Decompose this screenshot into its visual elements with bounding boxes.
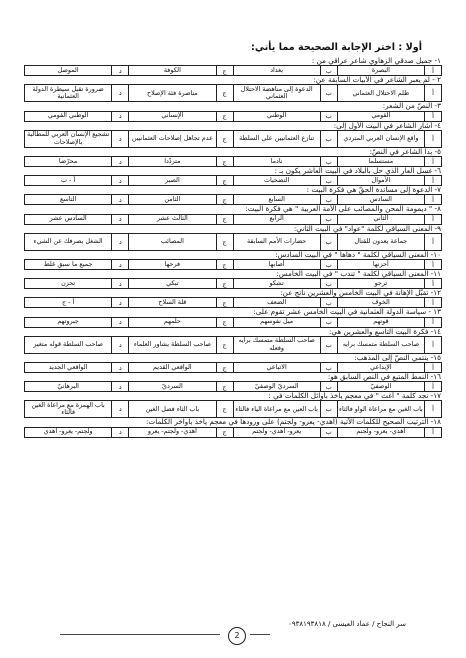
option-2-choice[interactable]: الضعف (233, 298, 320, 308)
option-2-choice[interactable]: صاحب السلطة متمسك برايه وفعله (233, 336, 320, 353)
option-letter: ب (320, 157, 337, 167)
option-3-choice[interactable]: الواقعي القديم (129, 363, 216, 373)
options-table (24, 278, 442, 289)
question-text: ١٤- فكرة البيت التاسع والعشرين هي: (328, 327, 441, 336)
option-letter: أ (425, 382, 442, 392)
option-letter: د (112, 214, 129, 224)
option-3-choice[interactable]: صاحب السلطة يشاور العلماء (129, 336, 216, 353)
footer-divider (60, 634, 220, 635)
options-table (24, 65, 442, 76)
option-1-choice[interactable]: جماعة يعدون للقتال (337, 233, 424, 250)
option-letter: ج (216, 260, 233, 270)
option-2-choice[interactable]: بغداد (233, 66, 320, 76)
option-4-choice[interactable]: أ - ج (25, 298, 112, 308)
options-table (24, 194, 442, 205)
options-row (25, 363, 442, 373)
options-table (24, 233, 442, 251)
option-3-choice[interactable]: الثامن (129, 195, 216, 205)
option-3-choice[interactable]: حلمهم (129, 317, 216, 327)
option-2-choice[interactable]: حضارات الأمم السابقة (233, 233, 320, 250)
option-letter: ج (216, 214, 233, 224)
option-letter: د (112, 363, 129, 373)
option-letter: أ (425, 401, 442, 418)
options-table (24, 317, 442, 328)
option-letter: د (112, 336, 129, 353)
question-text: ٦- غسل العار الذي حل بالبلاد في البيت العاشر يكون بـ : (274, 167, 441, 176)
option-letter: د (112, 233, 129, 250)
option-letter: أ (425, 363, 442, 373)
option-2-choice[interactable]: الاتباعي (233, 363, 320, 373)
question-3 (24, 102, 442, 121)
option-4-choice[interactable]: محرّضا (25, 157, 112, 167)
options-table (24, 336, 442, 354)
question-8 (24, 205, 442, 224)
option-3-choice[interactable]: فرحها (129, 260, 216, 270)
option-1-choice[interactable]: ظلم الاحتلال العثماني (337, 85, 424, 102)
option-1-choice[interactable]: صاحب السلطة متمسك برايه (337, 336, 424, 353)
option-2-choice[interactable]: نادما (233, 157, 320, 167)
options-table (24, 427, 442, 438)
option-letter: أ (425, 195, 442, 205)
options-row (25, 382, 442, 392)
option-letter: د (112, 111, 129, 121)
question-9 (24, 225, 442, 251)
options-table (24, 381, 442, 392)
option-2-choice[interactable]: الدعوة إلى مناهضة الاحتلال العثماني (233, 85, 320, 102)
question-text: ١٨- الترتيب الصحيح للكلمات الآتية (أهدي- يعرو- ولجتم) على ورودها في معجم يأخذ بأواخر الكلمات: (146, 418, 441, 427)
question-text: ١٠- المعنى السياقي لكلمة " دهاها " في البيت السادس: (275, 250, 441, 259)
options-row (25, 317, 442, 327)
option-1-choice[interactable]: واقع الإنسان العربي المتردي (337, 130, 424, 147)
option-3-choice[interactable]: متردّدا (129, 157, 216, 167)
option-letter: د (112, 317, 129, 327)
option-letter: أ (425, 279, 442, 289)
options-row (25, 401, 442, 418)
option-4-choice[interactable]: السادس عشر (25, 214, 112, 224)
option-letter: ج (216, 279, 233, 289)
option-3-choice[interactable]: السرديّ (129, 382, 216, 392)
footer-divider-short (250, 634, 270, 635)
question-text: ١١- المعنى السياقي لكلمة " تندب " في البيت الخامس: (276, 270, 441, 279)
option-letter: د (112, 279, 129, 289)
option-letter: ج (216, 176, 233, 186)
option-1-choice[interactable]: الأموال (337, 176, 424, 186)
option-letter: أ (425, 157, 442, 167)
option-3-choice[interactable]: المصائب (129, 233, 216, 250)
question-15 (24, 354, 442, 373)
question-text: ٤- أشار الشاعر في البيت الأول إلى: (333, 121, 441, 130)
option-3-choice[interactable]: الكوفة (129, 66, 216, 76)
option-letter: ب (320, 401, 337, 418)
option-letter: ب (320, 260, 337, 270)
options-row (25, 298, 442, 308)
question-5 (24, 148, 442, 167)
option-letter: ب (320, 427, 337, 437)
question-16 (24, 373, 442, 392)
option-letter: ج (216, 130, 233, 147)
option-1-choice[interactable]: الوصفيّ (337, 382, 424, 392)
question-12 (24, 289, 442, 308)
questions-list (24, 57, 442, 438)
options-row (25, 279, 442, 289)
option-letter: ب (320, 336, 337, 353)
option-1-choice[interactable]: الثاني (337, 214, 424, 224)
question-7 (24, 186, 442, 205)
options-table (24, 84, 442, 102)
option-4-choice[interactable]: صاحب السلطة قوله متغير (25, 336, 112, 353)
option-letter: ج (216, 382, 233, 392)
option-letter: د (112, 427, 129, 437)
option-4-choice[interactable]: جبروتهم (25, 317, 112, 327)
options-row (25, 214, 442, 224)
question-11 (24, 270, 442, 289)
option-letter: ج (216, 157, 233, 167)
footer-author: سر النجاح / عماد العيسى / ٠٩٣٨١٩٣٨١٨ (288, 620, 406, 628)
option-4-choice[interactable]: باب الهمزة مع مراعاة الغين فالثاء (25, 401, 112, 418)
option-1-choice[interactable]: ترجو (337, 279, 424, 289)
option-letter: ج (216, 336, 233, 353)
option-4-choice[interactable]: جميع ما سبق غلط (25, 260, 112, 270)
question-text: ١٣ - سياسة الدولة العثمانية في البيت الخامس عشر تقوم على: (253, 308, 441, 317)
question-text: ٧- الدعوة إلى مساندة الحقّ هي فكرة البيت : (306, 186, 441, 195)
option-letter: أ (425, 317, 442, 327)
option-letter: ب (320, 130, 337, 147)
option-letter: أ (425, 233, 442, 250)
option-letter: د (112, 382, 129, 392)
question-13 (24, 308, 442, 327)
option-2-choice[interactable]: الرابع (233, 214, 320, 224)
question-18 (24, 418, 442, 437)
option-letter: د (112, 176, 129, 186)
option-letter: ب (320, 214, 337, 224)
options-table (24, 400, 442, 418)
option-letter: أ (425, 111, 442, 121)
option-letter: ب (320, 382, 337, 392)
option-2-choice[interactable]: الوطني (233, 111, 320, 121)
option-letter: ب (320, 111, 337, 121)
option-letter: د (112, 130, 129, 147)
option-letter: ج (216, 363, 233, 373)
option-4-choice[interactable]: الوطني القومي (25, 111, 112, 121)
options-row (25, 427, 442, 437)
question-14 (24, 328, 442, 354)
option-4-choice[interactable]: تحزن (25, 279, 112, 289)
options-row (25, 85, 442, 102)
option-letter: ب (320, 233, 337, 250)
options-row (25, 111, 442, 121)
question-17 (24, 392, 442, 418)
options-table (24, 297, 442, 308)
option-letter: د (112, 298, 129, 308)
option-2-choice[interactable]: ميل نفوسهم (233, 317, 320, 327)
option-4-choice[interactable]: ولجتم- يعرو- أهدي (25, 427, 112, 437)
option-letter: ب (320, 66, 337, 76)
question-text: ٣- النصّ من الشعر: (382, 102, 441, 111)
option-2-choice[interactable]: يعرو- أهدي- ولجتم (233, 427, 320, 437)
option-3-choice[interactable]: قلة السلاح (129, 298, 216, 308)
option-2-choice[interactable]: أصابها (233, 260, 320, 270)
options-row (25, 233, 442, 250)
options-table (24, 175, 442, 186)
option-letter: ج (216, 195, 233, 205)
options-table (24, 130, 442, 148)
option-4-choice[interactable]: التاسع (25, 195, 112, 205)
option-letter: ج (216, 66, 233, 76)
option-letter: د (112, 195, 129, 205)
option-4-choice[interactable]: الشغل بصرفك عن الشيء (25, 233, 112, 250)
option-3-choice[interactable]: أهدي- ولجتم- يعرو (129, 427, 216, 437)
option-letter: أ (425, 336, 442, 353)
question-text: ١٦- النمط المتبع في النص السابق هو: (327, 373, 441, 382)
question-text: ٥- بدا الشاعر في النصّ: (369, 147, 441, 156)
option-letter: ب (320, 85, 337, 102)
option-letter: أ (425, 66, 442, 76)
option-1-choice[interactable]: الإبداعي (337, 363, 424, 373)
option-letter: ج (216, 317, 233, 327)
question-text: ٨- " ديمومة المحن والمصائب على الأمة العربية " هي فكرة البيت: (245, 205, 441, 214)
option-4-choice[interactable]: تشجيع الإنسان العربي للمطالبة بالإصلاحات (25, 130, 112, 147)
option-letter: ب (320, 298, 337, 308)
options-row (25, 176, 442, 186)
option-1-choice[interactable]: القومي (337, 111, 424, 121)
question-text: ١٥- ينتمي النصّ إلى المذهب: (354, 353, 441, 362)
options-row (25, 157, 442, 167)
question-10 (24, 251, 442, 270)
option-3-choice[interactable]: باب الثاء فصل الغين (129, 401, 216, 418)
option-letter: أ (425, 176, 442, 186)
options-row (25, 336, 442, 353)
options-row (25, 130, 442, 147)
question-6 (24, 167, 442, 186)
option-letter: د (112, 85, 129, 102)
option-3-choice[interactable]: تبكي (129, 279, 216, 289)
option-letter: ب (320, 363, 337, 373)
option-letter: ج (216, 401, 233, 418)
option-letter: ب (320, 317, 337, 327)
option-3-choice[interactable]: الثالث عشر (129, 214, 216, 224)
option-letter: أ (425, 427, 442, 437)
option-3-choice[interactable]: الإنساني (129, 111, 216, 121)
option-4-choice[interactable]: الموصل (25, 66, 112, 76)
option-4-choice[interactable]: أ - ب (25, 176, 112, 186)
section-title: أولا : اختر الإجابة الصحيحة مما يأتي: (251, 42, 422, 53)
option-letter: أ (425, 298, 442, 308)
options-row (25, 66, 442, 76)
option-letter: ج (216, 111, 233, 121)
option-letter: د (112, 260, 129, 270)
question-text: ١٧- نجد كلمة " أغث " في معجم يأخذ بأوائل الكلمات في : (268, 392, 441, 401)
option-letter: د (112, 157, 129, 167)
option-2-choice[interactable]: التضحيات (233, 176, 320, 186)
option-1-choice[interactable]: أحزنها (337, 260, 424, 270)
option-2-choice[interactable]: تشكو (233, 279, 320, 289)
option-letter: ج (216, 298, 233, 308)
options-table (24, 156, 442, 167)
option-letter: ب (320, 176, 337, 186)
option-2-choice[interactable]: السابع (233, 195, 320, 205)
option-4-choice[interactable]: الواقعي الجديد (25, 363, 112, 373)
option-1-choice[interactable]: مستسلما (337, 157, 424, 167)
option-3-choice[interactable]: مناصرة فئة الإصلاح (129, 85, 216, 102)
options-table (24, 259, 442, 270)
option-4-choice[interactable]: ضرورة تقبل سيطرة الدولة العثمانية (25, 85, 112, 102)
option-1-choice[interactable]: أهدي- يعرو- ولجتم (337, 427, 424, 437)
question-4 (24, 122, 442, 148)
option-1-choice[interactable]: الخوف (337, 298, 424, 308)
option-1-choice[interactable]: السادس (337, 195, 424, 205)
option-letter: أ (425, 214, 442, 224)
question-2 (24, 76, 442, 102)
options-table (24, 214, 442, 225)
option-letter: ب (320, 279, 337, 289)
option-4-choice[interactable]: البرهانيّ (25, 382, 112, 392)
options-row (25, 195, 442, 205)
option-2-choice[interactable]: السرديّ الوصفيّ (233, 382, 320, 392)
option-3-choice[interactable]: الصبر (129, 176, 216, 186)
options-table (24, 111, 442, 122)
option-3-choice[interactable]: عدم تجاهل إصلاحات العثمانيين (129, 130, 216, 147)
option-1-choice[interactable]: قوتهم (337, 317, 424, 327)
option-letter: ج (216, 233, 233, 250)
option-letter: د (112, 401, 129, 418)
question-text: ٢ - لم يعبر الشاعر في الأبيات السابقة عن: (313, 76, 441, 85)
option-1-choice[interactable]: باب الغين مع مراعاة الواو فالثاء (337, 401, 424, 418)
option-letter: أ (425, 130, 442, 147)
option-letter: ج (216, 85, 233, 102)
question-text: ١٢- تقبّل الإهانة في البيت الخامس والعشرين ناتج عن: (280, 289, 441, 298)
option-letter: ج (216, 427, 233, 437)
option-letter: ب (320, 195, 337, 205)
options-row (25, 260, 442, 270)
option-letter: د (112, 66, 129, 76)
option-1-choice[interactable]: البصرة (337, 66, 424, 76)
options-table (24, 362, 442, 373)
question-1 (24, 57, 442, 76)
page-number: 2 (228, 627, 246, 645)
question-text: ١- جميل صدقي الزهاوي شاعر عراقي من : (311, 57, 441, 65)
option-letter: أ (425, 260, 442, 270)
question-text: ٩- المعنى السياقي لكلمة "عواد" في البيت الثاني: (293, 224, 441, 233)
option-2-choice[interactable]: تنازع العثمانيين على السلطة (233, 130, 320, 147)
option-2-choice[interactable]: باب العين مع مراعاة الياء فالثاء (233, 401, 320, 418)
option-letter: أ (425, 85, 442, 102)
